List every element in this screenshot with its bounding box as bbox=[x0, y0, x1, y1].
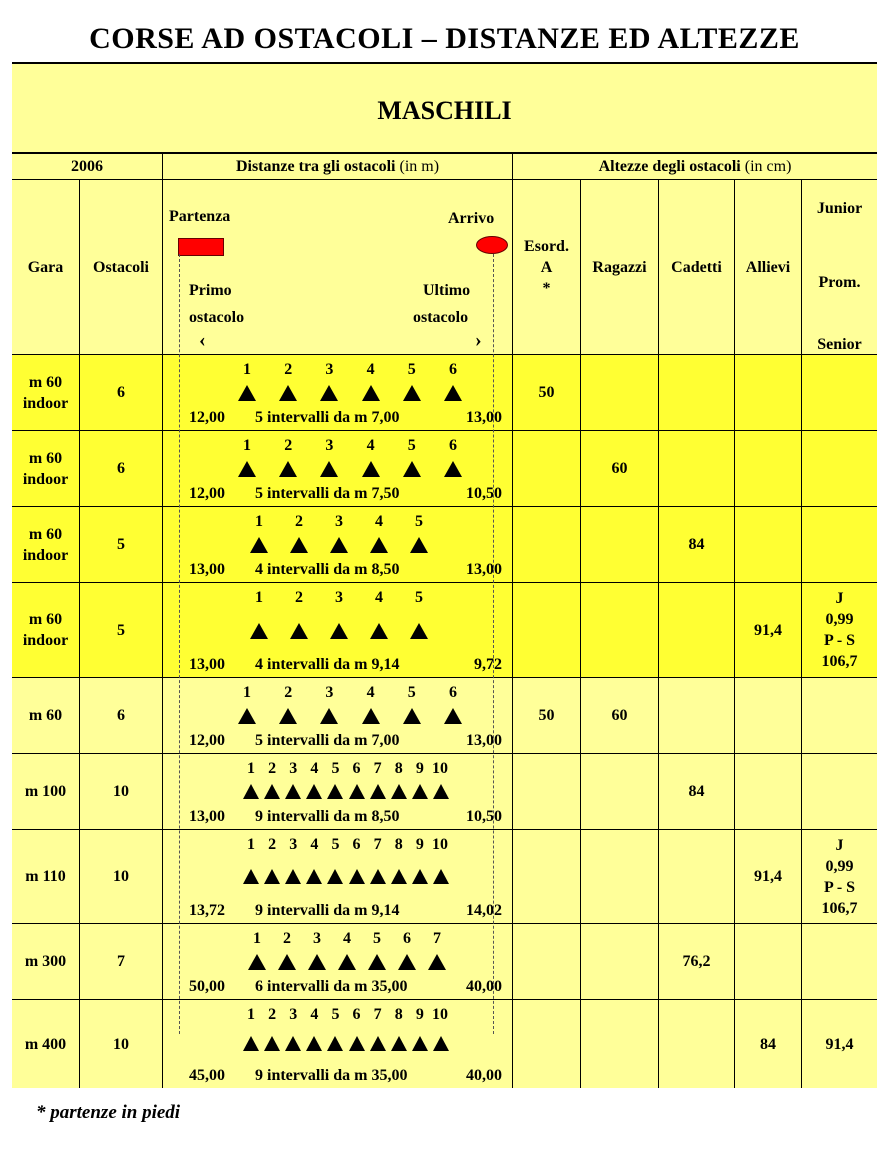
cell-allievi bbox=[735, 431, 802, 507]
arrow-left-icon: ‹ bbox=[199, 329, 206, 351]
junior-value: 106,7 bbox=[821, 653, 858, 670]
interval-description: 9 intervalli da m 8,50 bbox=[255, 808, 400, 825]
hurdle-number: 6 bbox=[352, 836, 361, 853]
hurdle-triangle-icon bbox=[320, 708, 338, 724]
junior-value: 0,99 bbox=[825, 857, 854, 875]
cell-track bbox=[163, 355, 513, 431]
junior-value: 106,7 bbox=[821, 899, 858, 917]
hurdle-triangle-icon bbox=[330, 623, 348, 639]
gara-label: m 400 bbox=[24, 1035, 67, 1053]
last-distance: 13,00 bbox=[466, 409, 502, 426]
cell-esord bbox=[513, 1000, 581, 1088]
hurdle-triangle-icon bbox=[433, 1036, 449, 1051]
gara-label: m 60 bbox=[28, 449, 63, 467]
hurdle-number: 9 bbox=[415, 1006, 424, 1023]
cell-track bbox=[163, 431, 513, 507]
interval-description: 5 intervalli da m 7,00 bbox=[255, 732, 400, 749]
hurdle-triangle-icon bbox=[410, 623, 428, 639]
gara-label: indoor bbox=[22, 632, 69, 649]
header-track bbox=[163, 180, 513, 355]
esord-value: 50 bbox=[538, 707, 555, 724]
hurdle-triangle-icon bbox=[412, 869, 428, 884]
hurdle-triangle-icon bbox=[290, 537, 308, 553]
hurdle-triangle-icon bbox=[428, 954, 446, 970]
interval-description: 9 intervalli da m 35,00 bbox=[255, 1067, 408, 1084]
cell-allievi bbox=[735, 754, 802, 830]
interval-description: 4 intervalli da m 9,14 bbox=[255, 656, 400, 673]
hurdle-number: 5 bbox=[407, 437, 416, 454]
hurdle-number: 2 bbox=[283, 930, 291, 947]
hurdle-triangle-icon bbox=[279, 708, 297, 724]
hurdle-triangle-icon bbox=[243, 784, 259, 799]
cell-allievi bbox=[735, 507, 802, 583]
hurdle-number: 2 bbox=[284, 684, 293, 701]
hurdle-number: 6 bbox=[449, 361, 457, 378]
hurdle-triangle-icon bbox=[306, 869, 322, 884]
first-distance: 13,00 bbox=[189, 808, 225, 825]
cadetti-value: 84 bbox=[688, 783, 705, 800]
hurdle-triangle-icon bbox=[391, 784, 407, 799]
hurdle-number: 4 bbox=[366, 437, 375, 454]
first-distance: 13,00 bbox=[189, 561, 225, 578]
hurdle-triangle-icon bbox=[349, 1036, 365, 1051]
cell-junior bbox=[802, 507, 877, 583]
hurdle-triangle-icon bbox=[370, 1036, 386, 1051]
cell-allievi bbox=[735, 678, 802, 754]
last-distance: 40,00 bbox=[466, 978, 502, 995]
hurdle-triangle-icon bbox=[370, 869, 386, 884]
cell-ragazzi bbox=[581, 583, 659, 678]
hurdle-triangle-icon bbox=[368, 954, 386, 970]
hurdle-number: 3 bbox=[289, 836, 298, 853]
ostacoli-value: 10 bbox=[113, 1035, 129, 1053]
ragazzi-value: 60 bbox=[611, 707, 628, 724]
allievi-value: 91,4 bbox=[754, 868, 782, 885]
hurdle-triangle-icon bbox=[410, 537, 428, 553]
hurdle-triangle-icon bbox=[264, 1036, 280, 1051]
cell-gara bbox=[12, 678, 80, 754]
hurdle-number: 8 bbox=[394, 1006, 403, 1023]
hurdle-triangle-icon bbox=[370, 537, 388, 553]
cell-esord bbox=[513, 924, 581, 1000]
hurdle-number: 9 bbox=[415, 836, 424, 853]
header-distances: Distanze tra gli ostacoli (in m) bbox=[163, 154, 513, 180]
hurdle-triangle-icon bbox=[308, 954, 326, 970]
hurdle-number: 6 bbox=[352, 760, 361, 777]
hurdle-number: 5 bbox=[407, 684, 416, 701]
cell-ragazzi bbox=[581, 830, 659, 924]
ostacoli-value: 10 bbox=[113, 783, 129, 800]
hurdle-triangle-icon bbox=[250, 623, 268, 639]
cadetti-value: 76,2 bbox=[682, 953, 711, 970]
hurdle-number: 4 bbox=[310, 760, 319, 777]
last-distance: 10,50 bbox=[466, 485, 502, 502]
hurdle-number: 7 bbox=[373, 836, 382, 853]
hurdle-triangle-icon bbox=[238, 461, 256, 477]
hurdle-triangle-icon bbox=[370, 623, 388, 639]
hurdle-number: 1 bbox=[255, 589, 263, 606]
interval-description: 6 intervalli da m 35,00 bbox=[255, 978, 408, 995]
hurdle-triangle-icon bbox=[349, 869, 365, 884]
header-ostacoli: Ostacoli bbox=[80, 180, 163, 355]
interval-description: 4 intervalli da m 8,50 bbox=[255, 561, 400, 578]
hurdle-number: 5 bbox=[407, 361, 416, 378]
allievi-value: 84 bbox=[760, 1035, 776, 1053]
cell-ragazzi bbox=[581, 507, 659, 583]
junior-value: J bbox=[835, 590, 844, 607]
cell-gara bbox=[12, 830, 80, 924]
gara-label: m 60 bbox=[28, 373, 63, 391]
hurdle-triangle-icon bbox=[362, 708, 380, 724]
first-distance: 12,00 bbox=[189, 409, 225, 426]
ostacoli-value: 7 bbox=[117, 953, 125, 970]
hurdle-number: 4 bbox=[366, 684, 375, 701]
hurdle-number: 3 bbox=[325, 437, 334, 454]
hurdle-number: 4 bbox=[366, 361, 375, 378]
hurdle-triangle-icon bbox=[306, 1036, 322, 1051]
header-cadetti: Cadetti bbox=[659, 180, 735, 355]
hurdle-number: 5 bbox=[331, 1006, 340, 1023]
ultimo-label-2: ostacolo bbox=[413, 309, 469, 326]
cell-ostacoli bbox=[80, 583, 163, 678]
hurdle-triangle-icon bbox=[264, 869, 280, 884]
cell-junior bbox=[802, 830, 877, 924]
hurdle-number: 2 bbox=[268, 760, 277, 777]
header-ragazzi: Ragazzi bbox=[581, 180, 659, 355]
cell-cadetti bbox=[659, 431, 735, 507]
first-distance: 12,00 bbox=[189, 732, 225, 749]
cell-track bbox=[163, 754, 513, 830]
gara-label: m 100 bbox=[24, 783, 67, 800]
junior-value: P - S bbox=[823, 632, 856, 649]
ostacoli-value: 5 bbox=[117, 536, 125, 553]
cell-gara bbox=[12, 355, 80, 431]
ostacoli-value: 6 bbox=[117, 384, 125, 401]
cell-esord bbox=[513, 355, 581, 431]
ultimo-label: Ultimo bbox=[423, 282, 471, 299]
first-distance: 13,72 bbox=[189, 902, 225, 919]
hurdle-triangle-icon bbox=[238, 708, 256, 724]
hurdle-number: 2 bbox=[268, 836, 277, 853]
cell-junior bbox=[802, 754, 877, 830]
hurdle-triangle-icon bbox=[330, 537, 348, 553]
hurdle-triangle-icon bbox=[403, 385, 421, 401]
page-subtitle: MASCHILI bbox=[12, 64, 877, 154]
hurdle-number: 7 bbox=[373, 760, 382, 777]
arrivo-label: Arrivo bbox=[448, 210, 495, 227]
cell-gara bbox=[12, 507, 80, 583]
ostacoli-value: 6 bbox=[117, 460, 125, 477]
hurdle-number: 4 bbox=[310, 1006, 319, 1023]
hurdle-number: 5 bbox=[373, 930, 381, 947]
hurdle-triangle-icon bbox=[444, 461, 462, 477]
page-title: CORSE AD OSTACOLI – DISTANZE ED ALTEZZE bbox=[12, 14, 877, 64]
hurdle-triangle-icon bbox=[412, 784, 428, 799]
cell-cadetti bbox=[659, 924, 735, 1000]
hurdle-number: 2 bbox=[284, 361, 293, 378]
hurdle-number: 1 bbox=[253, 930, 261, 947]
hurdle-triangle-icon bbox=[250, 537, 268, 553]
cell-cadetti bbox=[659, 355, 735, 431]
hurdle-number: 2 bbox=[295, 513, 303, 530]
cell-esord bbox=[513, 754, 581, 830]
hurdle-triangle-icon bbox=[338, 954, 356, 970]
cell-track bbox=[163, 1000, 513, 1088]
cell-cadetti bbox=[659, 583, 735, 678]
primo-label-2: ostacolo bbox=[189, 309, 245, 326]
cell-ragazzi bbox=[581, 924, 659, 1000]
cell-junior bbox=[802, 355, 877, 431]
hurdle-number: 4 bbox=[375, 513, 383, 530]
interval-description: 9 intervalli da m 9,14 bbox=[255, 902, 400, 919]
header-heights: Altezze degli ostacoli (in cm) bbox=[513, 154, 877, 180]
hurdle-triangle-icon bbox=[444, 385, 462, 401]
hurdle-number: 2 bbox=[295, 589, 303, 606]
allievi-value: 91,4 bbox=[754, 621, 782, 639]
ragazzi-value: 60 bbox=[611, 460, 628, 477]
cell-junior bbox=[802, 924, 877, 1000]
hurdle-number: 1 bbox=[247, 836, 255, 853]
hurdle-triangle-icon bbox=[370, 784, 386, 799]
hurdle-triangle-icon bbox=[391, 869, 407, 884]
junior-value: 91,4 bbox=[825, 1035, 854, 1053]
cadetti-value: 84 bbox=[688, 536, 705, 553]
hurdle-number: 7 bbox=[433, 930, 441, 947]
cell-track bbox=[163, 678, 513, 754]
last-distance: 40,00 bbox=[466, 1067, 502, 1084]
cell-allievi bbox=[735, 924, 802, 1000]
gara-label: indoor bbox=[22, 546, 69, 564]
primo-label: Primo bbox=[189, 282, 232, 299]
junior-value: 0,99 bbox=[825, 611, 854, 628]
cell-allievi bbox=[735, 583, 802, 678]
cell-cadetti bbox=[659, 678, 735, 754]
ostacoli-value: 10 bbox=[113, 868, 129, 885]
hurdle-number: 3 bbox=[289, 760, 298, 777]
finish-marker bbox=[476, 236, 508, 254]
hurdle-triangle-icon bbox=[248, 954, 266, 970]
hurdle-triangle-icon bbox=[412, 1036, 428, 1051]
cell-junior bbox=[802, 583, 877, 678]
hurdle-number: 1 bbox=[255, 513, 263, 530]
ostacoli-value: 5 bbox=[117, 621, 125, 639]
gara-label: m 60 bbox=[28, 707, 63, 724]
hurdle-triangle-icon bbox=[306, 784, 322, 799]
hurdle-triangle-icon bbox=[320, 385, 338, 401]
cell-cadetti bbox=[659, 507, 735, 583]
header-junior: Junior Prom. Senior bbox=[802, 180, 877, 355]
cell-track bbox=[163, 830, 513, 924]
header-year: 2006 bbox=[12, 154, 163, 180]
last-distance: 14,02 bbox=[466, 902, 502, 919]
hurdle-number: 3 bbox=[325, 684, 334, 701]
esord-value: 50 bbox=[538, 384, 555, 401]
first-distance: 45,00 bbox=[189, 1067, 225, 1084]
hurdle-triangle-icon bbox=[320, 461, 338, 477]
start-line bbox=[179, 254, 180, 1034]
hurdle-number: 9 bbox=[415, 760, 424, 777]
hurdle-number: 3 bbox=[289, 1006, 298, 1023]
hurdle-triangle-icon bbox=[290, 623, 308, 639]
cell-cadetti bbox=[659, 754, 735, 830]
cell-ragazzi bbox=[581, 678, 659, 754]
hurdle-triangle-icon bbox=[403, 708, 421, 724]
hurdle-triangle-icon bbox=[327, 784, 343, 799]
hurdle-triangle-icon bbox=[403, 461, 421, 477]
hurdle-triangle-icon bbox=[264, 784, 280, 799]
hurdle-number: 3 bbox=[335, 513, 343, 530]
last-distance: 13,00 bbox=[466, 561, 502, 578]
cell-esord bbox=[513, 507, 581, 583]
cell-ragazzi bbox=[581, 1000, 659, 1088]
hurdle-triangle-icon bbox=[433, 784, 449, 799]
cell-allievi bbox=[735, 1000, 802, 1088]
hurdle-triangle-icon bbox=[327, 869, 343, 884]
hurdle-triangle-icon bbox=[444, 708, 462, 724]
cell-junior bbox=[802, 678, 877, 754]
hurdle-number: 5 bbox=[331, 836, 340, 853]
cell-allievi bbox=[735, 830, 802, 924]
cell-track bbox=[163, 583, 513, 678]
cell-cadetti bbox=[659, 1000, 735, 1088]
junior-value: P - S bbox=[823, 878, 856, 896]
header-allievi: Allievi bbox=[735, 180, 802, 355]
hurdle-number: 1 bbox=[247, 760, 255, 777]
cell-cadetti bbox=[659, 830, 735, 924]
hurdle-triangle-icon bbox=[279, 385, 297, 401]
hurdle-triangle-icon bbox=[285, 869, 301, 884]
cell-gara bbox=[12, 431, 80, 507]
gara-label: indoor bbox=[22, 470, 69, 488]
hurdle-number: 6 bbox=[449, 684, 457, 701]
junior-value: J bbox=[835, 836, 844, 854]
ostacoli-value: 6 bbox=[117, 707, 125, 724]
header-esord: Esord. A * bbox=[513, 180, 581, 355]
hurdle-triangle-icon bbox=[278, 954, 296, 970]
hurdle-number: 6 bbox=[449, 437, 457, 454]
cell-ostacoli bbox=[80, 431, 163, 507]
hurdle-triangle-icon bbox=[391, 1036, 407, 1051]
hurdle-number: 2 bbox=[284, 437, 293, 454]
header-gara: Gara bbox=[12, 180, 80, 355]
gara-label: indoor bbox=[22, 394, 69, 412]
arrow-right-icon: › bbox=[475, 329, 482, 351]
hurdle-number: 4 bbox=[375, 589, 383, 606]
first-distance: 12,00 bbox=[189, 485, 225, 502]
hurdle-number: 10 bbox=[432, 760, 448, 777]
hurdle-number: 2 bbox=[268, 1006, 277, 1023]
hurdle-triangle-icon bbox=[433, 869, 449, 884]
hurdle-number: 5 bbox=[415, 513, 423, 530]
hurdle-number: 4 bbox=[343, 930, 351, 947]
hurdle-number: 5 bbox=[415, 589, 423, 606]
cell-ostacoli bbox=[80, 1000, 163, 1088]
cell-ostacoli bbox=[80, 678, 163, 754]
cell-esord bbox=[513, 583, 581, 678]
cell-ragazzi bbox=[581, 754, 659, 830]
cell-esord bbox=[513, 830, 581, 924]
gara-label: m 60 bbox=[28, 525, 63, 543]
cell-gara bbox=[12, 754, 80, 830]
cell-gara bbox=[12, 924, 80, 1000]
hurdle-number: 1 bbox=[243, 361, 251, 378]
interval-description: 5 intervalli da m 7,00 bbox=[255, 409, 400, 426]
cell-allievi bbox=[735, 355, 802, 431]
hurdle-triangle-icon bbox=[327, 1036, 343, 1051]
hurdle-number: 5 bbox=[331, 760, 340, 777]
last-distance: 9,72 bbox=[474, 656, 502, 673]
cell-esord bbox=[513, 678, 581, 754]
cell-ostacoli bbox=[80, 355, 163, 431]
first-distance: 50,00 bbox=[189, 978, 225, 995]
gara-label: m 60 bbox=[28, 611, 63, 628]
hurdle-number: 3 bbox=[313, 930, 321, 947]
hurdle-triangle-icon bbox=[243, 1036, 259, 1051]
cell-ostacoli bbox=[80, 507, 163, 583]
cell-junior bbox=[802, 1000, 877, 1088]
cell-ostacoli bbox=[80, 924, 163, 1000]
hurdle-triangle-icon bbox=[362, 385, 380, 401]
finish-line bbox=[493, 254, 494, 1034]
hurdle-number: 1 bbox=[243, 437, 251, 454]
cell-esord bbox=[513, 431, 581, 507]
last-distance: 10,50 bbox=[466, 808, 502, 825]
cell-track bbox=[163, 507, 513, 583]
cell-track bbox=[163, 924, 513, 1000]
first-distance: 13,00 bbox=[189, 656, 225, 673]
hurdle-number: 8 bbox=[394, 836, 403, 853]
hurdle-triangle-icon bbox=[362, 461, 380, 477]
cell-ostacoli bbox=[80, 830, 163, 924]
cell-gara bbox=[12, 583, 80, 678]
hurdle-number: 3 bbox=[325, 361, 334, 378]
cell-junior bbox=[802, 431, 877, 507]
hurdle-number: 6 bbox=[403, 930, 411, 947]
hurdle-triangle-icon bbox=[349, 784, 365, 799]
hurdle-triangle-icon bbox=[238, 385, 256, 401]
hurdle-number: 1 bbox=[247, 1006, 255, 1023]
hurdle-number: 10 bbox=[432, 1006, 448, 1023]
footnote: * partenze in piedi bbox=[36, 1102, 181, 1123]
hurdle-triangle-icon bbox=[398, 954, 416, 970]
hurdle-number: 4 bbox=[310, 836, 319, 853]
hurdle-triangle-icon bbox=[279, 461, 297, 477]
partenza-label: Partenza bbox=[169, 208, 231, 225]
start-marker bbox=[178, 238, 224, 256]
hurdle-number: 7 bbox=[373, 1006, 382, 1023]
cell-ragazzi bbox=[581, 431, 659, 507]
cell-ostacoli bbox=[80, 754, 163, 830]
hurdle-number: 10 bbox=[432, 836, 448, 853]
hurdle-triangle-icon bbox=[243, 869, 259, 884]
gara-label: m 110 bbox=[25, 868, 66, 885]
interval-description: 5 intervalli da m 7,50 bbox=[255, 485, 400, 502]
hurdle-number: 3 bbox=[335, 589, 343, 606]
hurdle-number: 8 bbox=[394, 760, 403, 777]
hurdle-triangle-icon bbox=[285, 1036, 301, 1051]
last-distance: 13,00 bbox=[466, 732, 502, 749]
hurdle-triangle-icon bbox=[285, 784, 301, 799]
hurdle-number: 1 bbox=[243, 684, 251, 701]
cell-gara bbox=[12, 1000, 80, 1088]
hurdle-number: 6 bbox=[352, 1006, 361, 1023]
cell-ragazzi bbox=[581, 355, 659, 431]
gara-label: m 300 bbox=[24, 953, 67, 970]
